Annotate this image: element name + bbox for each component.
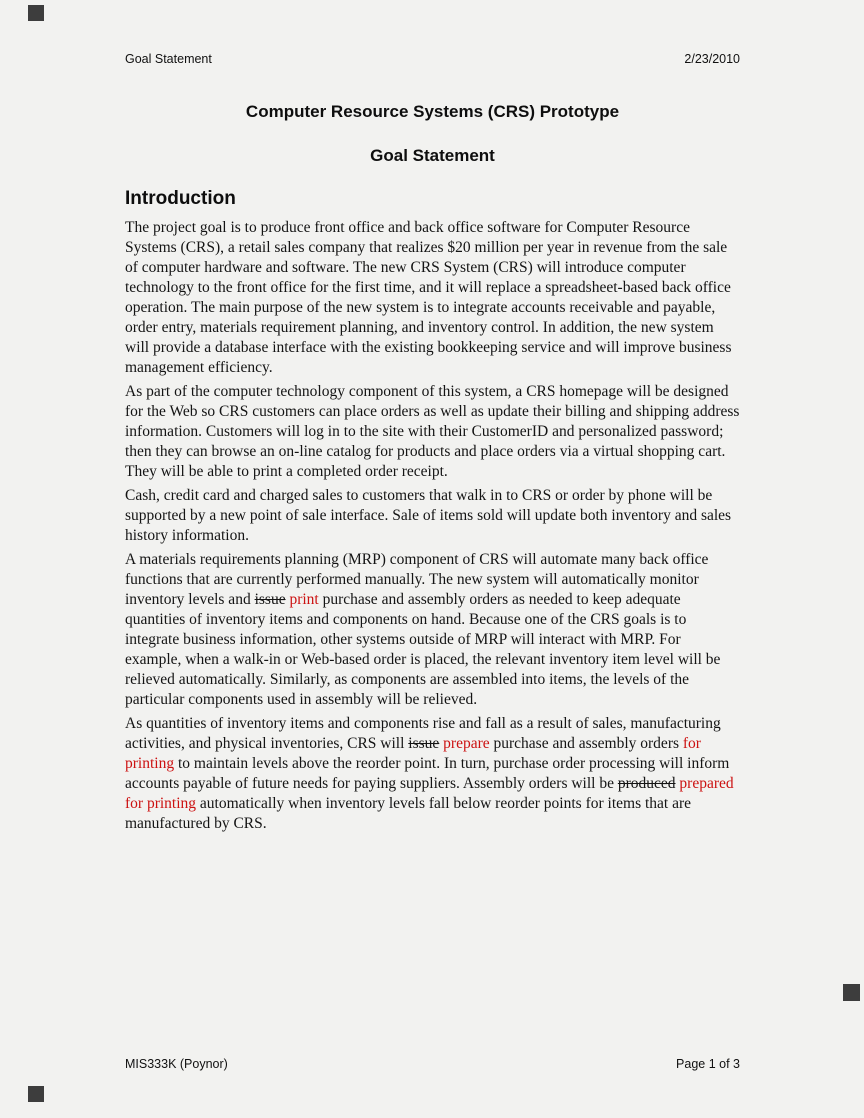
text-run: As quantities of inventory items and components rise and fall as a result of sales, manufacturing activities, and physical inventories, CRS will <box>125 715 721 752</box>
corner-mark-top-left <box>28 5 44 21</box>
paragraph <box>125 714 740 834</box>
text-run: to maintain levels above the reorder point. In turn, purchase order processing will inform accounts payable of future needs for paying suppliers. Assembly orders will be <box>125 755 730 792</box>
text-run: Cash, credit card and charged sales to customers that walk in to CRS or order by phone will be supported by a new point of sale interface. Sale of items sold will update both inventory and sales history information. <box>125 487 732 544</box>
document-title: Computer Resource Systems (CRS) Prototype <box>245 102 620 121</box>
document-subtitle: Goal Statement <box>370 146 495 165</box>
page-header <box>125 0 740 66</box>
text-run-red: prepared for printing <box>125 775 734 812</box>
document-content <box>125 0 740 838</box>
text-run-red: prepare <box>443 735 490 752</box>
text-run: automatically when inventory levels fall below reorder points for items that are manufactured by CRS. <box>125 795 692 832</box>
text-run: A materials requirements planning (MRP) component of CRS will automate many back office functions that are currently performed manually. The new system will automatically monitor inventory levels and <box>125 551 709 608</box>
header-date: 2/23/2010 <box>684 52 740 66</box>
text-run-strike: issue <box>408 735 440 752</box>
section-heading-introduction: Introduction <box>125 188 236 209</box>
corner-mark-bottom-left <box>28 1086 44 1102</box>
text-run-red: for printing <box>125 735 701 772</box>
footer-page-number: Page 1 of 3 <box>676 1057 740 1071</box>
header-document-title: Goal Statement <box>125 52 212 66</box>
text-run: As part of the computer technology component of this system, a CRS homepage will be designed for the Web so CRS customers can place orders as well as update their billing and shipping address information. Customers will log in to the site with their CustomerID and personalized password; then they can browse an on-line catalog for products and place orders via a virtual shopping cart. They will be able to print a completed order receipt. <box>125 383 740 480</box>
edge-mark-right <box>843 984 860 1001</box>
paragraph <box>125 550 740 710</box>
text-run: purchase and assembly orders <box>489 735 683 752</box>
text-run-strike: issue <box>254 591 286 608</box>
page-footer <box>125 1057 740 1071</box>
text-run-strike: produced <box>617 775 676 792</box>
text-run-red: print <box>289 591 319 608</box>
paragraph <box>125 486 740 546</box>
text-run: purchase and assembly orders as needed to keep adequate quantities of inventory items and components on hand. Because one of the CRS goals is to integrate business information, other systems outside of MRP will interact with MRP. For example, when a walk-in or Web-based order is placed, the relevant inventory item level will be relieved automatically. Similarly, as components are assembled into items, the levels of the particular components used in assembly will be relieved. <box>125 591 721 708</box>
body-paragraphs <box>125 218 740 834</box>
footer-course-label: MIS333K (Poynor) <box>125 1057 228 1071</box>
paragraph <box>125 382 740 482</box>
paragraph <box>125 218 740 378</box>
text-run: The project goal is to produce front office and back office software for Computer Resource Systems (CRS), a retail sales company that realizes $20 million per year in revenue from the sale of computer hardware and software. The new CRS System (CRS) will introduce computer technology to the front office for the first time, and it will replace a spreadsheet-based back office operation. The main purpose of the new system is to integrate accounts receivable and payable, order entry, materials requirement planning, and inventory control. In addition, the new system will provide a database interface with the existing bookkeeping service and will improve business management efficiency. <box>125 219 732 376</box>
